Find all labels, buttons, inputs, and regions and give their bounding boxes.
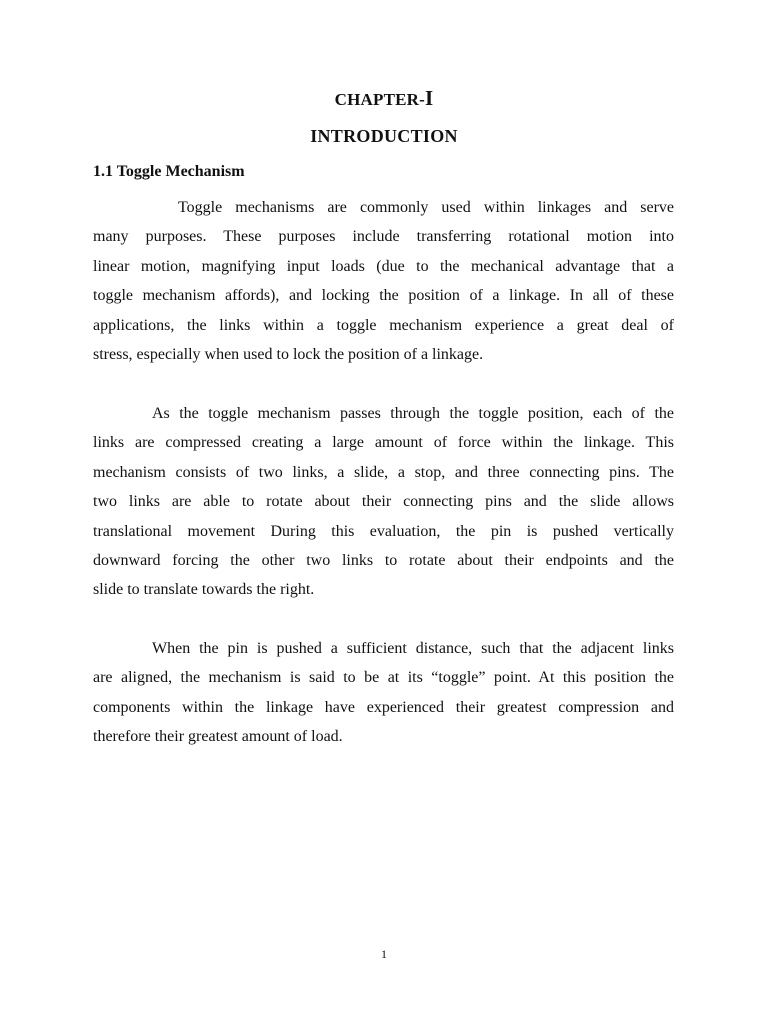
paragraph-line: When the pin is pushed a sufficient distance, such that the adjacent links xyxy=(152,640,674,657)
paragraph-2 xyxy=(93,399,674,605)
paragraph-line: slide to translate towards the right. xyxy=(93,581,315,599)
section-title: 1.1 Toggle Mechanism xyxy=(93,163,245,180)
paragraph-line: translational movement During this evaluation, the pin is pushed vertically xyxy=(93,522,674,540)
paragraph-line: links are compressed creating a large amount of force within the linkage. This xyxy=(93,434,674,452)
paragraph-line: many purposes. These purposes include transferring rotational motion into xyxy=(93,228,674,246)
chapter-title: INTRODUCTION xyxy=(310,126,458,146)
paragraph-line: mechanism consists of two links, a slide, a stop, and three connecting pins. The xyxy=(93,463,674,481)
paragraph-1 xyxy=(93,193,674,369)
paragraph-3 xyxy=(93,634,674,752)
paragraph-line: two links are able to rotate about their connecting pins and the slide allows xyxy=(93,493,674,511)
paragraph-line: Toggle mechanisms are commonly used within linkages and serve xyxy=(178,199,674,216)
paragraph-line: toggle mechanism affords), and locking the position of a linkage. In all of these xyxy=(93,287,674,305)
paragraph-line: applications, the links within a toggle mechanism experience a great deal of xyxy=(93,316,674,334)
paragraph-line: stress, especially when used to lock the position of a linkage. xyxy=(93,345,484,363)
paragraph-line: downward forcing the other two links to rotate about their endpoints and the xyxy=(93,551,674,569)
paragraph-line: components within the linkage have experienced their greatest compression and xyxy=(93,698,674,716)
paragraph-line: are aligned, the mechanism is said to be at its “toggle” point. At this position the xyxy=(93,669,674,687)
page-number: 1 xyxy=(381,947,387,961)
chapter-label: CHAPTER- xyxy=(334,90,425,109)
chapter-numeral: I xyxy=(425,86,434,110)
paragraph-line: therefore their greatest amount of load. xyxy=(93,728,343,746)
paragraph-line: As the toggle mechanism passes through the toggle position, each of the xyxy=(152,405,674,422)
paragraph-line: linear motion, magnifying input loads (due to the mechanical advantage that a xyxy=(93,257,674,275)
chapter-heading xyxy=(0,86,768,111)
